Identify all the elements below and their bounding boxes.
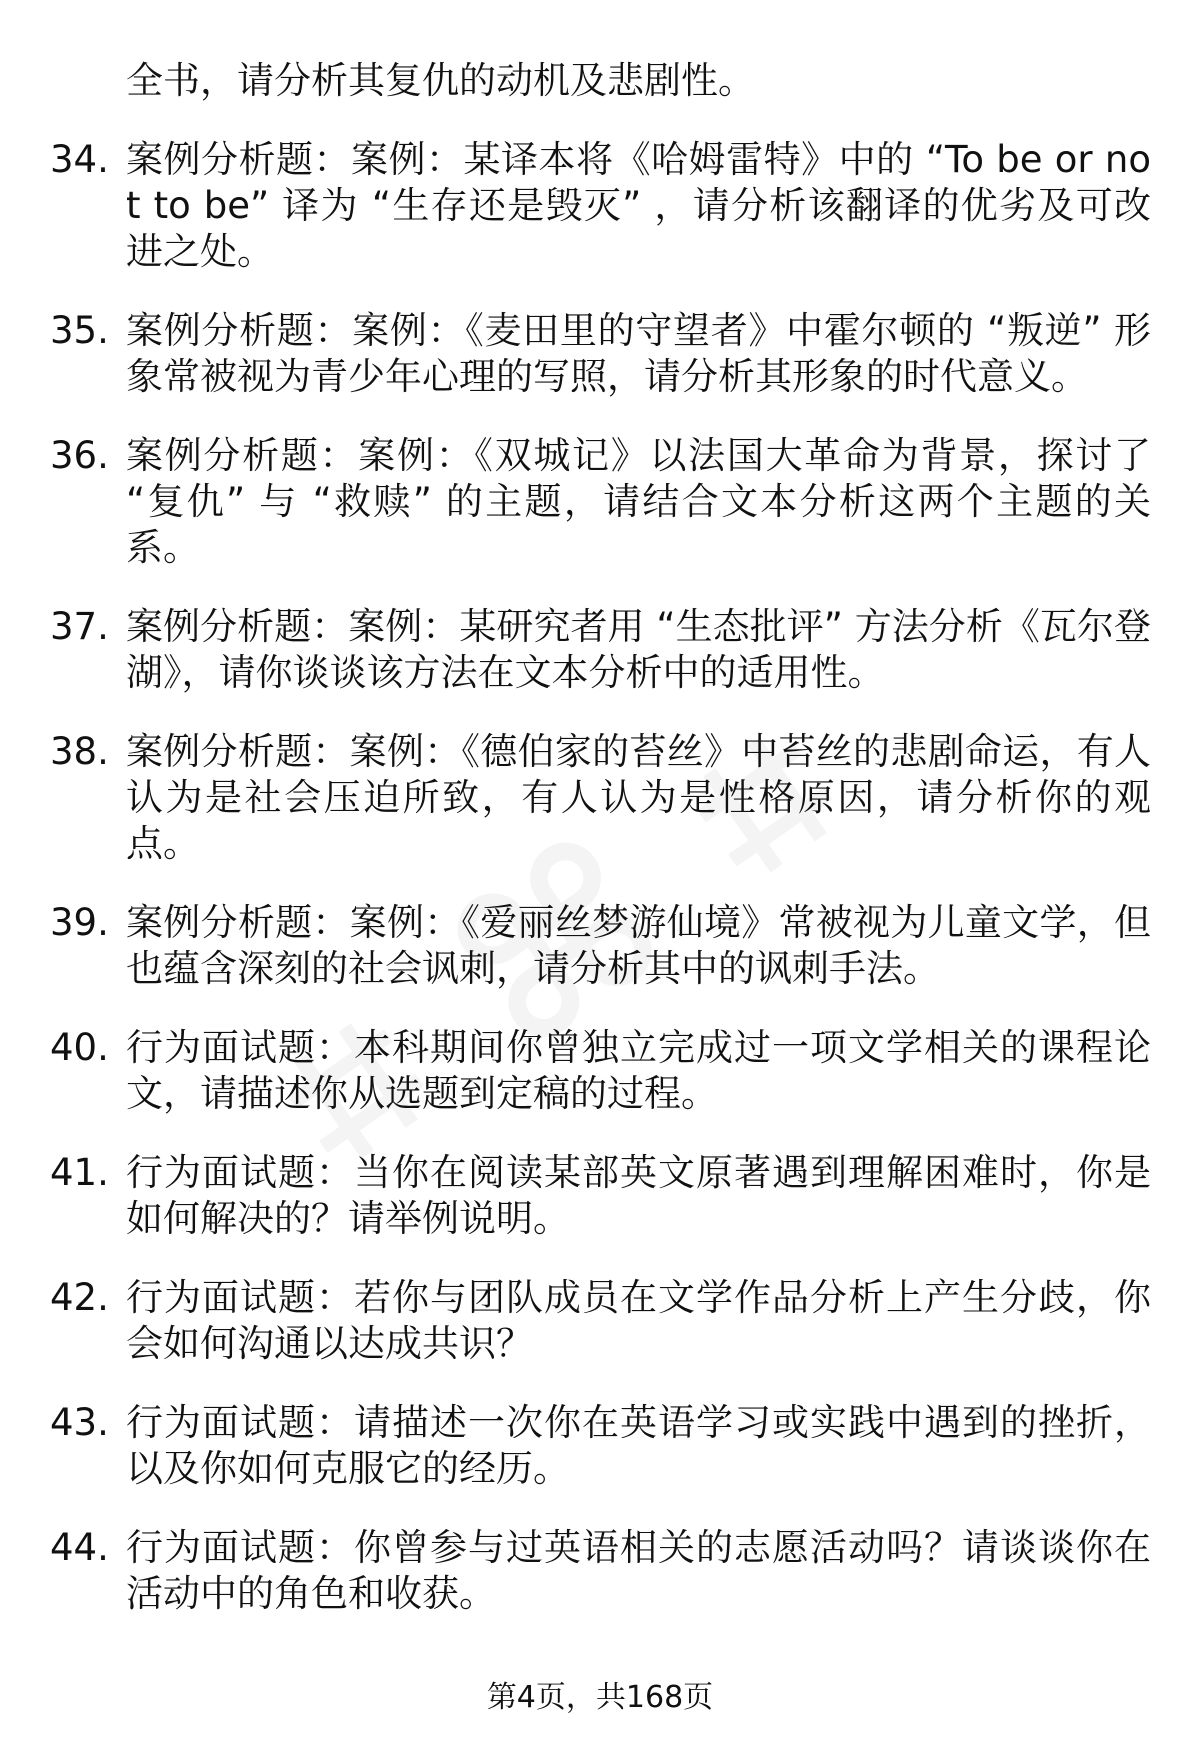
question-item-40 [50,1025,1155,1117]
question-list [50,58,1155,1617]
question-text: 行为面试题：本科期间你曾独立完成过一项文学相关的课程论文，请描述你从选题到定稿的过程。 [126,1026,1151,1115]
question-number: 36. [50,434,109,477]
question-number: 35. [50,309,109,352]
question-number: 39. [50,901,109,944]
question-text: 案例分析题：案例：《双城记》以法国大革命为背景，探讨了 “复仇” 与 “救赎” 的主题，请结合文本分析这两个主题的关系。 [126,434,1151,569]
question-item-39 [50,900,1155,992]
question-number: 34. [50,138,109,181]
question-text: 行为面试题：若你与团队成员在文学作品分析上产生分歧，你会如何沟通以达成共识？ [126,1276,1151,1365]
question-number: 37. [50,605,109,648]
question-number: 38. [50,730,109,773]
question-number: 43. [50,1401,109,1444]
question-text: 行为面试题：你曾参与过英语相关的志愿活动吗？请谈谈你在活动中的角色和收获。 [126,1526,1151,1615]
question-text: 案例分析题：案例：《爱丽丝梦游仙境》常被视为儿童文学，但也蕴含深刻的社会讽刺，请分析其中的讽刺手法。 [126,901,1151,990]
question-item-35 [50,308,1155,400]
question-text: 行为面试题：当你在阅读某部英文原著遇到理解困难时，你是如何解决的？请举例说明。 [126,1151,1151,1240]
question-item-34 [50,137,1155,275]
question-text: 案例分析题：案例：《德伯家的苔丝》中苔丝的悲剧命运，有人认为是社会压迫所致，有人认为是性格原因，请分析你的观点。 [126,730,1151,865]
question-item-36 [50,433,1155,571]
question-item-43 [50,1400,1155,1492]
question-text: 案例分析题：案例：某译本将《哈姆雷特》中的 “To be or not to be” 译为 “生存还是毁灭” ，请分析该翻译的优劣及可改进之处。 [126,138,1151,273]
question-item-38 [50,729,1155,867]
question-item-continuation [50,58,1155,104]
question-item-37 [50,604,1155,696]
question-number: 42. [50,1276,109,1319]
question-text: 案例分析题：案例：某研究者用 “生态批评” 方法分析《瓦尔登湖》，请你谈谈该方法在文本分析中的适用性。 [126,605,1151,694]
question-number: 41. [50,1151,109,1194]
question-item-42 [50,1275,1155,1367]
question-text: 行为面试题：请描述一次你在英语学习或实践中遇到的挫折，以及你如何克服它的经历。 [126,1401,1151,1490]
question-text: 全书，请分析其复仇的动机及悲剧性。 [126,59,755,102]
page-footer: 第4页，共168页 [486,1680,714,1715]
question-item-44 [50,1525,1155,1617]
question-number: 44. [50,1526,109,1569]
question-number: 40. [50,1026,109,1069]
question-item-41 [50,1150,1155,1242]
question-text: 案例分析题：案例：《麦田里的守望者》中霍尔顿的 “叛逆” 形象常被视为青少年心理的写照，请分析其形象的时代意义。 [126,309,1151,398]
